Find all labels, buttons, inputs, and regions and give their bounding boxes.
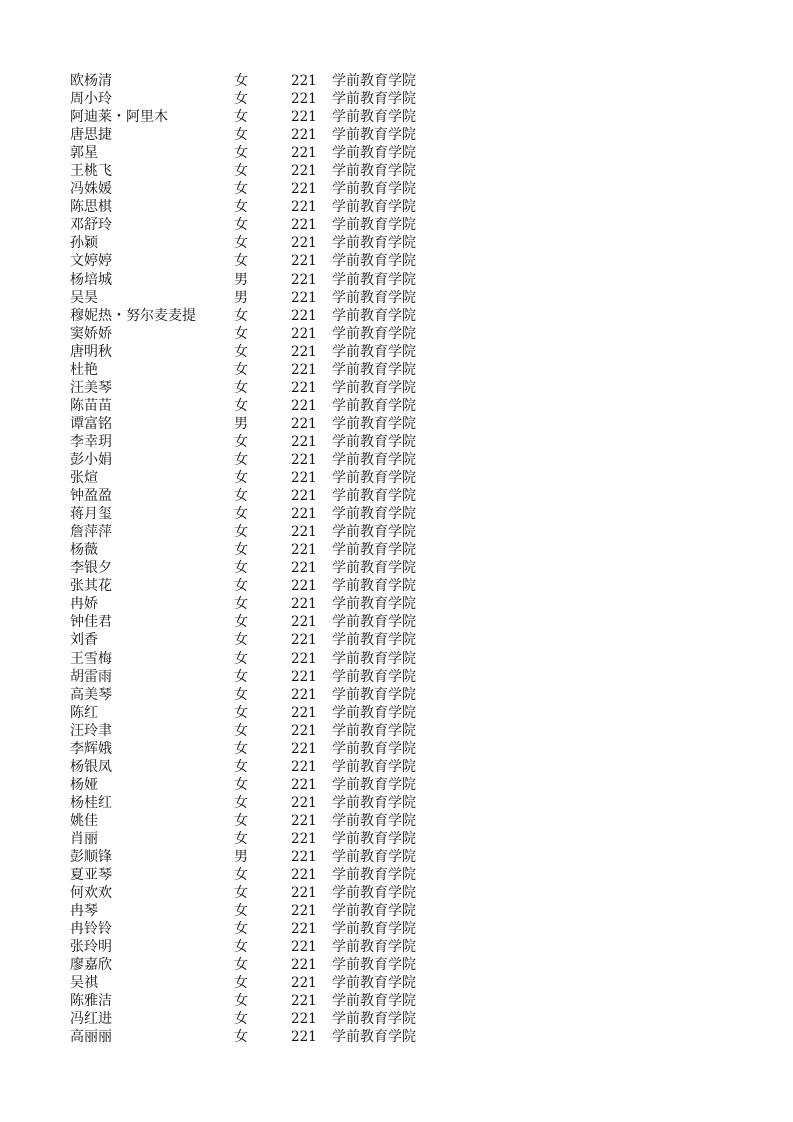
table-row — [0, 668, 793, 686]
table-row — [0, 722, 793, 740]
table-row — [0, 992, 793, 1010]
code-cell: 221 — [291, 91, 317, 108]
gender-cell: 女 — [234, 253, 248, 270]
code-cell: 221 — [291, 73, 317, 89]
department-cell: 学前教育学院 — [332, 343, 416, 360]
department-cell: 学前教育学院 — [332, 379, 416, 396]
department-cell: 学前教育学院 — [332, 560, 416, 577]
gender-cell: 男 — [234, 415, 248, 432]
department-cell: 学前教育学院 — [332, 722, 416, 739]
gender-cell: 女 — [234, 109, 248, 126]
gender-cell: 女 — [234, 163, 248, 180]
student-name-cell: 李幸玥 — [70, 433, 112, 450]
gender-cell: 女 — [234, 650, 248, 667]
table-row — [0, 451, 793, 469]
department-cell: 学前教育学院 — [332, 867, 416, 884]
code-cell: 221 — [291, 542, 317, 559]
department-cell: 学前教育学院 — [332, 975, 416, 992]
table-row — [0, 866, 793, 884]
code-cell: 221 — [291, 993, 317, 1010]
code-cell: 221 — [291, 235, 317, 252]
code-cell: 221 — [291, 397, 317, 414]
department-cell: 学前教育学院 — [332, 650, 416, 667]
gender-cell: 女 — [234, 722, 248, 739]
table-row — [0, 415, 793, 433]
table-row — [0, 794, 793, 812]
code-cell: 221 — [291, 758, 317, 775]
department-cell: 学前教育学院 — [332, 488, 416, 505]
student-name-cell: 夏亚琴 — [70, 867, 112, 884]
department-cell: 学前教育学院 — [332, 73, 416, 89]
gender-cell: 男 — [234, 271, 248, 288]
student-name-cell: 冯红进 — [70, 1011, 112, 1028]
student-name-cell: 吴祺 — [70, 975, 98, 992]
table-row — [0, 704, 793, 722]
code-cell: 221 — [291, 921, 317, 938]
code-cell: 221 — [291, 271, 317, 288]
department-cell: 学前教育学院 — [332, 1029, 416, 1046]
code-cell: 221 — [291, 578, 317, 595]
code-cell: 221 — [291, 975, 317, 992]
code-cell: 221 — [291, 632, 317, 649]
table-row — [0, 613, 793, 631]
gender-cell: 女 — [234, 867, 248, 884]
student-name-cell: 高美琴 — [70, 686, 112, 703]
gender-cell: 女 — [234, 73, 248, 89]
student-name-cell: 阿迪莱・阿里木 — [70, 109, 168, 126]
code-cell: 221 — [291, 181, 317, 198]
gender-cell: 女 — [234, 1029, 248, 1046]
department-cell: 学前教育学院 — [332, 91, 416, 108]
department-cell: 学前教育学院 — [332, 524, 416, 541]
code-cell: 221 — [291, 524, 317, 541]
department-cell: 学前教育学院 — [332, 740, 416, 757]
code-cell: 221 — [291, 903, 317, 920]
code-cell: 221 — [291, 650, 317, 667]
code-cell: 221 — [291, 343, 317, 360]
code-cell: 221 — [291, 506, 317, 523]
gender-cell: 女 — [234, 91, 248, 108]
department-cell: 学前教育学院 — [332, 596, 416, 613]
table-row — [0, 758, 793, 776]
department-cell: 学前教育学院 — [332, 830, 416, 847]
code-cell: 221 — [291, 470, 317, 487]
student-name-cell: 谭富铭 — [70, 415, 112, 432]
code-cell: 221 — [291, 109, 317, 126]
gender-cell: 女 — [234, 993, 248, 1010]
department-cell: 学前教育学院 — [332, 145, 416, 162]
gender-cell: 女 — [234, 975, 248, 992]
gender-cell: 男 — [234, 289, 248, 306]
gender-cell: 女 — [234, 921, 248, 938]
code-cell: 221 — [291, 1029, 317, 1046]
gender-cell: 女 — [234, 235, 248, 252]
table-row — [0, 325, 793, 343]
student-name-cell: 杜艳 — [70, 361, 98, 378]
gender-cell: 女 — [234, 433, 248, 450]
table-row — [0, 307, 793, 325]
student-name-cell: 冯姝媛 — [70, 181, 112, 198]
student-name-cell: 周小玲 — [70, 91, 112, 108]
department-cell: 学前教育学院 — [332, 704, 416, 721]
department-cell: 学前教育学院 — [332, 686, 416, 703]
table-row — [0, 631, 793, 649]
gender-cell: 女 — [234, 397, 248, 414]
student-name-cell: 陈雅洁 — [70, 993, 112, 1010]
gender-cell: 女 — [234, 307, 248, 324]
table-row — [0, 252, 793, 270]
gender-cell: 女 — [234, 812, 248, 829]
student-name-cell: 杨培城 — [70, 271, 112, 288]
student-name-cell: 何欢欢 — [70, 885, 112, 902]
student-name-cell: 肖丽 — [70, 830, 98, 847]
department-cell: 学前教育学院 — [332, 109, 416, 126]
gender-cell: 女 — [234, 939, 248, 956]
gender-cell: 女 — [234, 560, 248, 577]
code-cell: 221 — [291, 127, 317, 144]
gender-cell: 女 — [234, 506, 248, 523]
department-cell: 学前教育学院 — [332, 794, 416, 811]
table-row — [0, 469, 793, 487]
gender-cell: 女 — [234, 776, 248, 793]
table-row — [0, 361, 793, 379]
code-cell: 221 — [291, 1011, 317, 1028]
department-cell: 学前教育学院 — [332, 397, 416, 414]
gender-cell: 女 — [234, 379, 248, 396]
table-row — [0, 234, 793, 252]
gender-cell: 女 — [234, 830, 248, 847]
student-name-cell: 杨银凤 — [70, 758, 112, 775]
gender-cell: 女 — [234, 903, 248, 920]
department-cell: 学前教育学院 — [332, 921, 416, 938]
student-name-cell: 李辉娥 — [70, 740, 112, 757]
code-cell: 221 — [291, 488, 317, 505]
code-cell: 221 — [291, 289, 317, 306]
gender-cell: 女 — [234, 451, 248, 468]
code-cell: 221 — [291, 830, 317, 847]
department-cell: 学前教育学院 — [332, 849, 416, 866]
table-row — [0, 541, 793, 559]
student-name-cell: 郭星 — [70, 145, 98, 162]
code-cell: 221 — [291, 163, 317, 180]
table-row — [0, 216, 793, 234]
student-name-cell: 孙颖 — [70, 235, 98, 252]
gender-cell: 女 — [234, 127, 248, 144]
table-row — [0, 830, 793, 848]
code-cell: 221 — [291, 885, 317, 902]
student-name-cell: 杨薇 — [70, 542, 98, 559]
code-cell: 221 — [291, 867, 317, 884]
table-row — [0, 433, 793, 451]
table-row — [0, 650, 793, 668]
student-name-cell: 唐思捷 — [70, 127, 112, 144]
code-cell: 221 — [291, 433, 317, 450]
gender-cell: 女 — [234, 885, 248, 902]
gender-cell: 女 — [234, 542, 248, 559]
department-cell: 学前教育学院 — [332, 199, 416, 216]
table-row — [0, 1010, 793, 1028]
department-cell: 学前教育学院 — [332, 307, 416, 324]
student-name-cell: 吴昊 — [70, 289, 98, 306]
student-name-cell: 高丽丽 — [70, 1029, 112, 1046]
code-cell: 221 — [291, 379, 317, 396]
gender-cell: 女 — [234, 578, 248, 595]
department-cell: 学前教育学院 — [332, 614, 416, 631]
student-name-cell: 冉娇 — [70, 596, 98, 613]
gender-cell: 女 — [234, 524, 248, 541]
student-name-cell: 姚佳 — [70, 812, 98, 829]
code-cell: 221 — [291, 451, 317, 468]
code-cell: 221 — [291, 740, 317, 757]
code-cell: 221 — [291, 668, 317, 685]
code-cell: 221 — [291, 325, 317, 342]
department-cell: 学前教育学院 — [332, 470, 416, 487]
student-name-cell: 张煊 — [70, 470, 98, 487]
table-row — [0, 902, 793, 920]
student-name-cell: 彭小娟 — [70, 451, 112, 468]
gender-cell: 女 — [234, 614, 248, 631]
department-cell: 学前教育学院 — [332, 506, 416, 523]
student-name-cell: 杨娅 — [70, 776, 98, 793]
department-cell: 学前教育学院 — [332, 217, 416, 234]
department-cell: 学前教育学院 — [332, 885, 416, 902]
table-row — [0, 72, 793, 90]
department-cell: 学前教育学院 — [332, 127, 416, 144]
code-cell: 221 — [291, 145, 317, 162]
department-cell: 学前教育学院 — [332, 812, 416, 829]
table-row — [0, 559, 793, 577]
gender-cell: 女 — [234, 325, 248, 342]
gender-cell: 女 — [234, 1011, 248, 1028]
department-cell: 学前教育学院 — [332, 578, 416, 595]
table-row — [0, 848, 793, 866]
table-row — [0, 505, 793, 523]
student-name-cell: 钟盈盈 — [70, 488, 112, 505]
department-cell: 学前教育学院 — [332, 433, 416, 450]
student-name-cell: 蒋月玺 — [70, 506, 112, 523]
code-cell: 221 — [291, 199, 317, 216]
department-cell: 学前教育学院 — [332, 271, 416, 288]
table-row — [0, 776, 793, 794]
student-list — [0, 72, 793, 1047]
table-row — [0, 523, 793, 541]
code-cell: 221 — [291, 957, 317, 974]
code-cell: 221 — [291, 686, 317, 703]
department-cell: 学前教育学院 — [332, 1011, 416, 1028]
gender-cell: 女 — [234, 686, 248, 703]
department-cell: 学前教育学院 — [332, 289, 416, 306]
student-name-cell: 唐明秋 — [70, 343, 112, 360]
table-row — [0, 397, 793, 415]
gender-cell: 女 — [234, 957, 248, 974]
table-row — [0, 343, 793, 361]
table-row — [0, 595, 793, 613]
code-cell: 221 — [291, 812, 317, 829]
table-row — [0, 289, 793, 307]
student-name-cell: 胡雷雨 — [70, 668, 112, 685]
department-cell: 学前教育学院 — [332, 325, 416, 342]
student-name-cell: 陈红 — [70, 704, 98, 721]
table-row — [0, 144, 793, 162]
department-cell: 学前教育学院 — [332, 903, 416, 920]
code-cell: 221 — [291, 614, 317, 631]
department-cell: 学前教育学院 — [332, 415, 416, 432]
student-name-cell: 汪玲聿 — [70, 722, 112, 739]
code-cell: 221 — [291, 415, 317, 432]
department-cell: 学前教育学院 — [332, 632, 416, 649]
table-row — [0, 938, 793, 956]
department-cell: 学前教育学院 — [332, 776, 416, 793]
table-row — [0, 180, 793, 198]
code-cell: 221 — [291, 253, 317, 270]
code-cell: 221 — [291, 217, 317, 234]
student-name-cell: 陈思棋 — [70, 199, 112, 216]
gender-cell: 女 — [234, 740, 248, 757]
gender-cell: 女 — [234, 596, 248, 613]
gender-cell: 女 — [234, 343, 248, 360]
code-cell: 221 — [291, 361, 317, 378]
department-cell: 学前教育学院 — [332, 361, 416, 378]
table-row — [0, 487, 793, 505]
table-row — [0, 686, 793, 704]
student-name-cell: 廖嘉欣 — [70, 957, 112, 974]
student-name-cell: 王雪梅 — [70, 650, 112, 667]
table-row — [0, 577, 793, 595]
student-name-cell: 陈苗苗 — [70, 397, 112, 414]
table-row — [0, 271, 793, 289]
table-row — [0, 974, 793, 992]
student-name-cell: 钟佳君 — [70, 614, 112, 631]
table-row — [0, 90, 793, 108]
table-row — [0, 198, 793, 216]
table-row — [0, 920, 793, 938]
student-name-cell: 张其花 — [70, 578, 112, 595]
table-row — [0, 108, 793, 126]
gender-cell: 女 — [234, 668, 248, 685]
gender-cell: 女 — [234, 181, 248, 198]
student-name-cell: 窦娇娇 — [70, 325, 112, 342]
code-cell: 221 — [291, 560, 317, 577]
student-name-cell: 李银夕 — [70, 560, 112, 577]
code-cell: 221 — [291, 794, 317, 811]
table-row — [0, 740, 793, 758]
student-name-cell: 彭顺锋 — [70, 849, 112, 866]
code-cell: 221 — [291, 704, 317, 721]
department-cell: 学前教育学院 — [332, 957, 416, 974]
student-name-cell: 张玲明 — [70, 939, 112, 956]
department-cell: 学前教育学院 — [332, 163, 416, 180]
table-row — [0, 956, 793, 974]
code-cell: 221 — [291, 776, 317, 793]
code-cell: 221 — [291, 849, 317, 866]
department-cell: 学前教育学院 — [332, 939, 416, 956]
table-row — [0, 126, 793, 144]
gender-cell: 女 — [234, 199, 248, 216]
student-name-cell: 文婷婷 — [70, 253, 112, 270]
department-cell: 学前教育学院 — [332, 993, 416, 1010]
gender-cell: 女 — [234, 632, 248, 649]
department-cell: 学前教育学院 — [332, 181, 416, 198]
gender-cell: 女 — [234, 145, 248, 162]
code-cell: 221 — [291, 596, 317, 613]
student-name-cell: 冉铃铃 — [70, 921, 112, 938]
gender-cell: 女 — [234, 470, 248, 487]
table-row — [0, 162, 793, 180]
student-name-cell: 穆妮热・努尔麦麦提 — [70, 307, 196, 324]
department-cell: 学前教育学院 — [332, 253, 416, 270]
gender-cell: 女 — [234, 217, 248, 234]
code-cell: 221 — [291, 722, 317, 739]
student-name-cell: 詹萍萍 — [70, 524, 112, 541]
student-name-cell: 杨桂红 — [70, 794, 112, 811]
department-cell: 学前教育学院 — [332, 542, 416, 559]
gender-cell: 女 — [234, 794, 248, 811]
code-cell: 221 — [291, 939, 317, 956]
student-name-cell: 刘香 — [70, 632, 98, 649]
gender-cell: 女 — [234, 758, 248, 775]
table-row — [0, 379, 793, 397]
student-name-cell: 邓舒玲 — [70, 217, 112, 234]
department-cell: 学前教育学院 — [332, 758, 416, 775]
code-cell: 221 — [291, 307, 317, 324]
gender-cell: 男 — [234, 849, 248, 866]
student-name-cell: 欧杨清 — [70, 73, 112, 89]
department-cell: 学前教育学院 — [332, 668, 416, 685]
student-name-cell: 冉琴 — [70, 903, 98, 920]
department-cell: 学前教育学院 — [332, 235, 416, 252]
table-row — [0, 884, 793, 902]
gender-cell: 女 — [234, 361, 248, 378]
table-row — [0, 1028, 793, 1046]
student-name-cell: 王桃飞 — [70, 163, 112, 180]
gender-cell: 女 — [234, 704, 248, 721]
student-name-cell: 汪美琴 — [70, 379, 112, 396]
department-cell: 学前教育学院 — [332, 451, 416, 468]
table-row — [0, 812, 793, 830]
gender-cell: 女 — [234, 488, 248, 505]
